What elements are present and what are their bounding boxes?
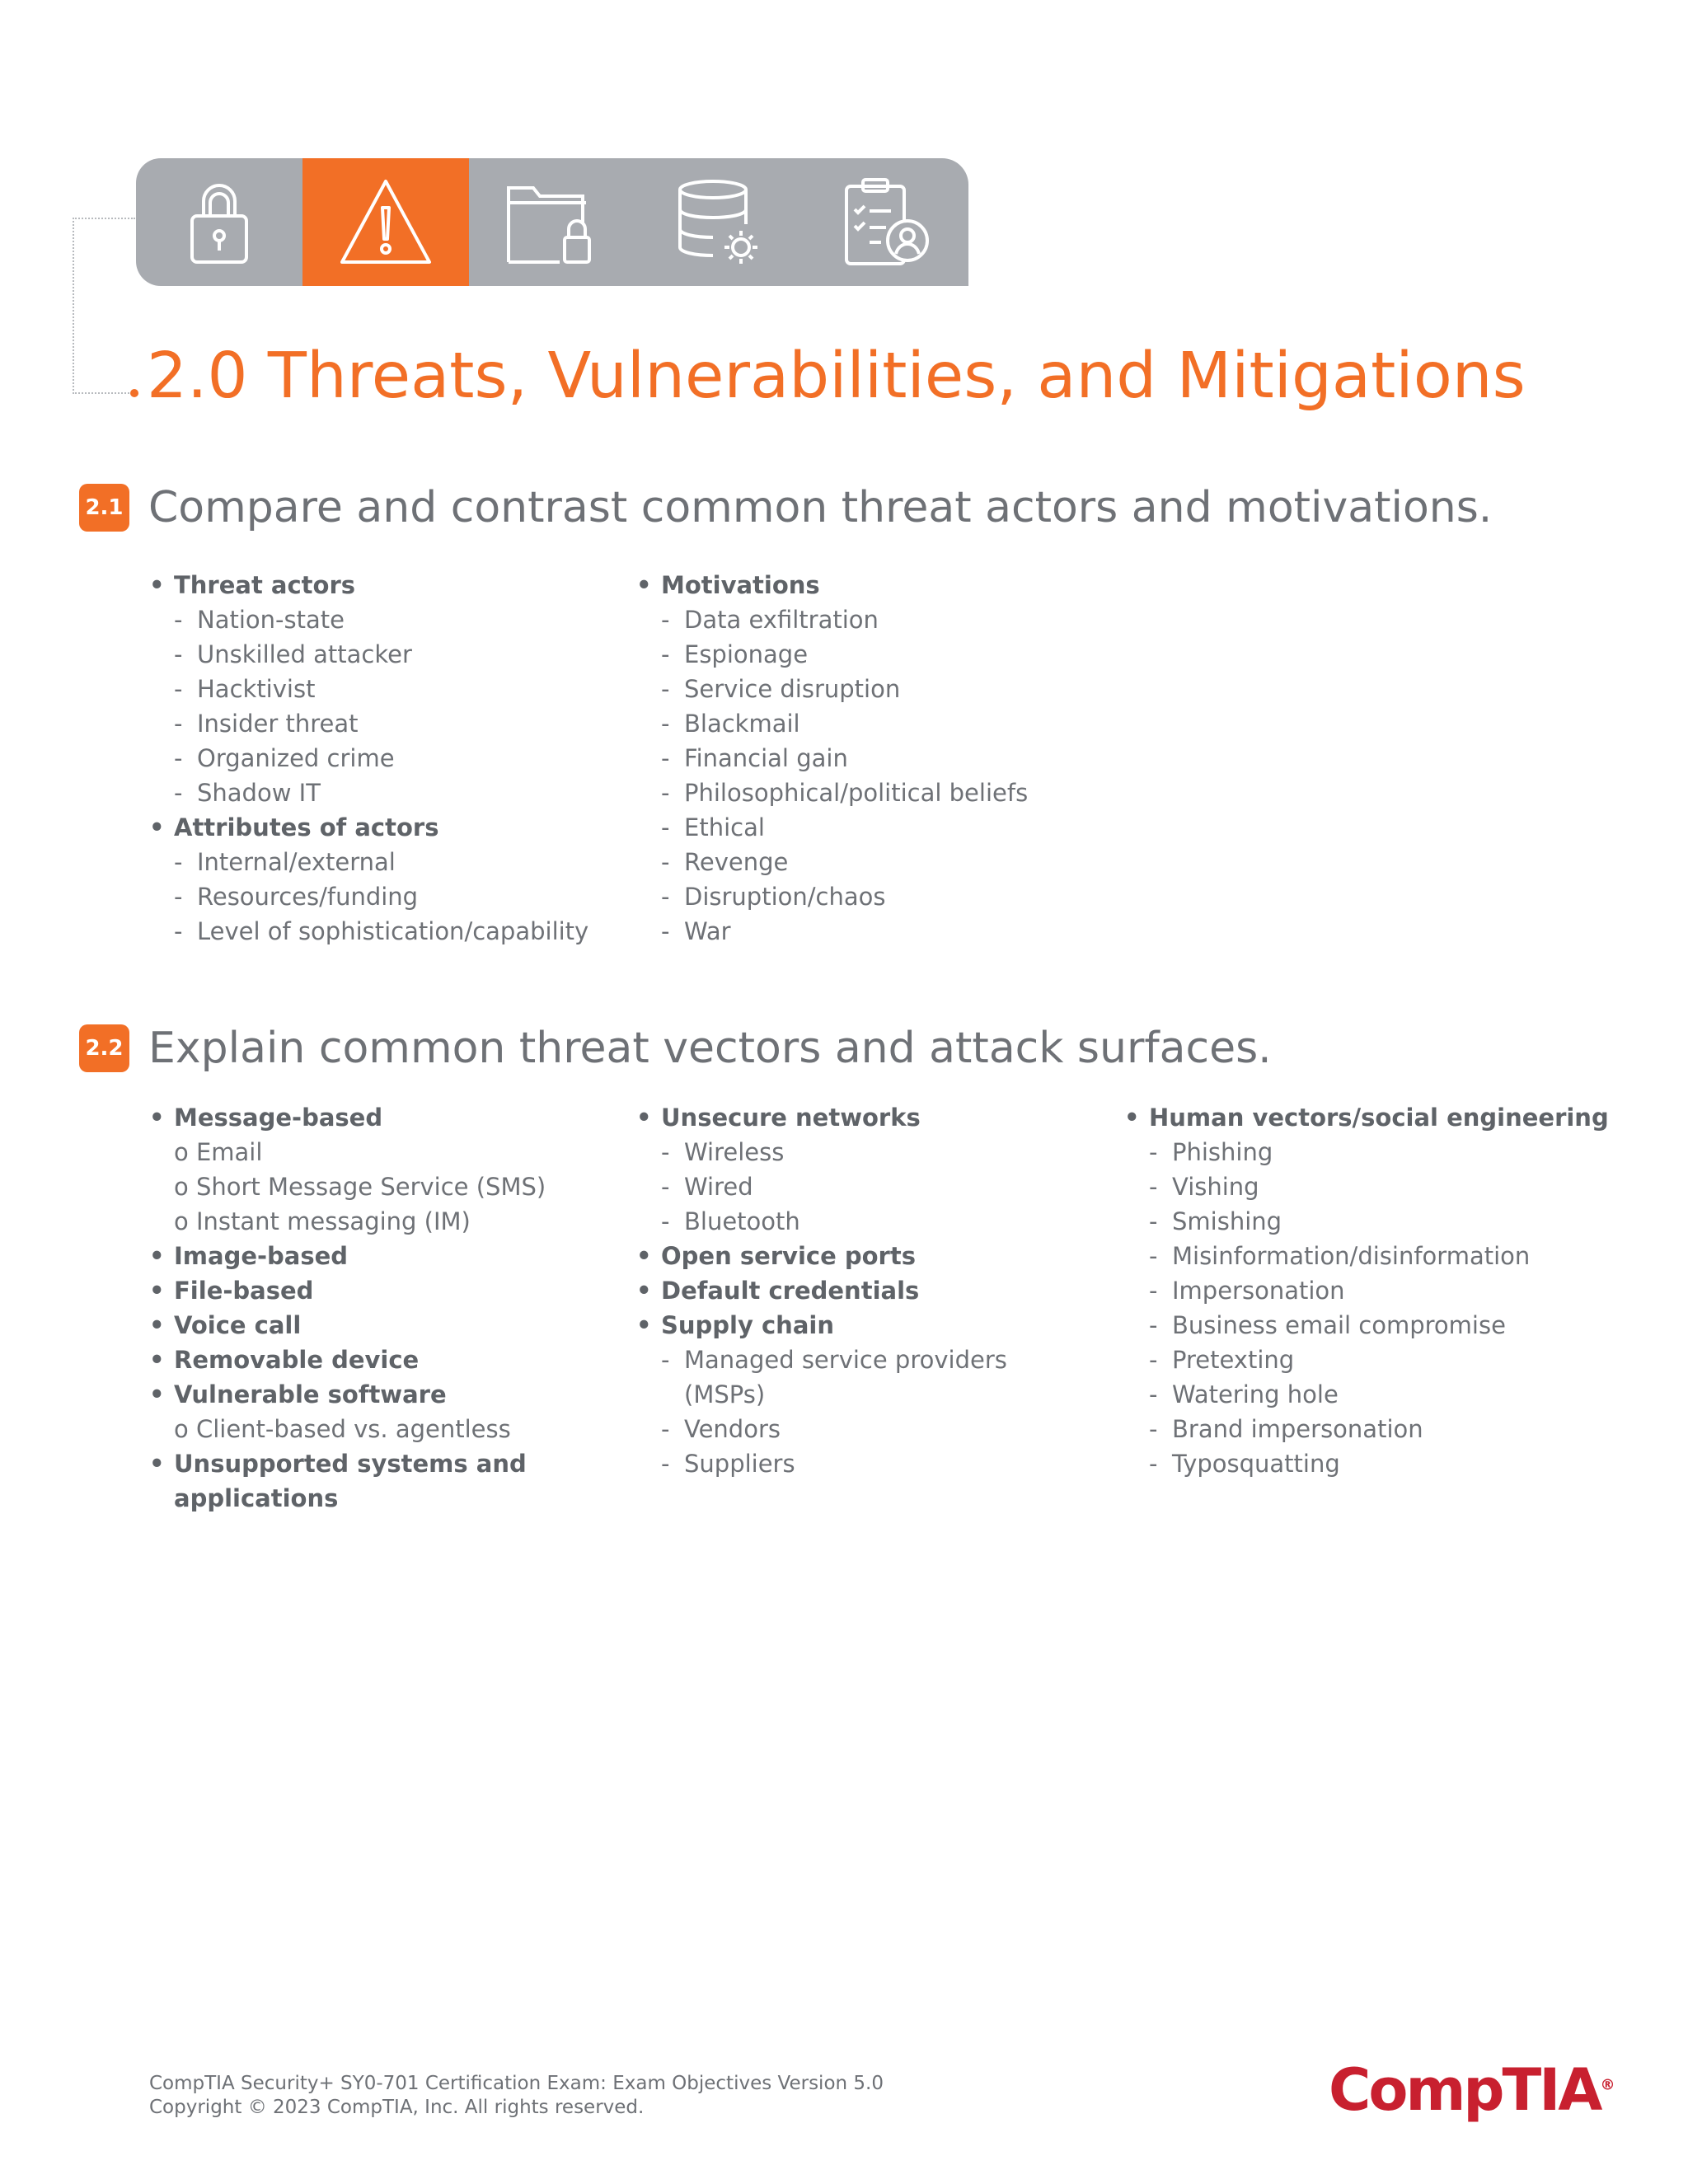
list-heading: • Motivations <box>636 568 1028 602</box>
logo-registered-mark: ® <box>1600 2076 1615 2094</box>
list-item: - Level of sophistication/capability <box>149 914 588 949</box>
section-badge: 2.2 <box>79 1024 129 1072</box>
list-item: - Ethical <box>636 810 1028 845</box>
list-item: - Managed service providers <box>636 1343 1007 1377</box>
list-item: - Suppliers <box>636 1446 1007 1481</box>
footer-copyright: Copyright © 2023 CompTIA, Inc. All rights reserved. <box>149 2097 645 2118</box>
section-title: Explain common threat vectors and attack surfaces. <box>148 1024 1272 1073</box>
comptia-logo <box>1329 2056 1615 2124</box>
list-heading: • Unsupported systems and <box>149 1446 546 1481</box>
list-item: - Bluetooth <box>636 1204 1007 1239</box>
list-heading: • Message-based <box>149 1100 546 1135</box>
list-item: o Short Message Service (SMS) <box>174 1173 546 1201</box>
list-item: - Hacktivist <box>149 672 588 706</box>
list-item: - Disruption/chaos <box>636 879 1028 914</box>
list-item: - Nation-state <box>149 602 588 637</box>
list-heading: • Supply chain <box>636 1308 1007 1343</box>
list-item: - War <box>636 914 1028 949</box>
lock-icon <box>166 173 273 272</box>
list-heading: • Unsecure networks <box>636 1100 1007 1135</box>
list-item: - Misinformation/disinformation <box>1124 1239 1609 1273</box>
list-heading: • File-based <box>149 1273 546 1308</box>
list-heading: applications <box>174 1484 339 1512</box>
database-gear-icon <box>665 173 772 272</box>
list-item: - Organized crime <box>149 741 588 776</box>
list-item: - Blackmail <box>636 706 1028 741</box>
list-item: (MSPs) <box>684 1380 766 1408</box>
list-item: - Typosquatting <box>1124 1446 1609 1481</box>
s21-col1 <box>149 568 588 949</box>
section-2-1-heading <box>79 483 1492 532</box>
list-item: - Shadow IT <box>149 776 588 810</box>
list-item: o Email <box>174 1138 263 1166</box>
tab-warning <box>302 158 469 286</box>
footer <box>149 2072 884 2120</box>
list-item: - Financial gain <box>636 741 1028 776</box>
warning-icon <box>332 173 439 272</box>
logo-text: CompTIA <box>1329 2056 1601 2124</box>
list-item: - Watering hole <box>1124 1377 1609 1412</box>
list-heading: • Removable device <box>149 1343 546 1377</box>
list-item: - Service disruption <box>636 672 1028 706</box>
connector-dot <box>130 389 138 397</box>
list-item: - Internal/external <box>149 845 588 879</box>
tab-clipboard-user <box>802 158 968 286</box>
list-item: - Revenge <box>636 845 1028 879</box>
list-item: - Smishing <box>1124 1204 1609 1239</box>
list-heading: • Image-based <box>149 1239 546 1273</box>
list-item: - Business email compromise <box>1124 1308 1609 1343</box>
list-heading: • Threat actors <box>149 568 588 602</box>
list-item: - Resources/funding <box>149 879 588 914</box>
s22-col3 <box>1124 1100 1609 1481</box>
domain-icon-bar <box>136 158 968 286</box>
clipboard-user-icon <box>832 173 939 272</box>
list-item: o Client-based vs. agentless <box>174 1415 511 1443</box>
section-badge: 2.1 <box>79 484 129 532</box>
section-2-2-heading <box>79 1024 1272 1073</box>
list-item: - Unskilled attacker <box>149 637 588 672</box>
tab-folder-lock <box>469 158 635 286</box>
list-item: - Impersonation <box>1124 1273 1609 1308</box>
list-item: - Vishing <box>1124 1169 1609 1204</box>
s22-col1 <box>149 1100 546 1516</box>
list-item: - Vendors <box>636 1412 1007 1446</box>
page-title: 2.0 Threats, Vulnerabilities, and Mitigations <box>147 340 1526 413</box>
list-item: - Insider threat <box>149 706 588 741</box>
list-heading: • Human vectors/social engineering <box>1124 1100 1609 1135</box>
list-item: - Pretexting <box>1124 1343 1609 1377</box>
list-item: - Brand impersonation <box>1124 1412 1609 1446</box>
list-item: - Phishing <box>1124 1135 1609 1169</box>
section-title: Compare and contrast common threat actors and motivations. <box>148 483 1493 532</box>
list-heading: • Default credentials <box>636 1273 1007 1308</box>
list-heading: • Vulnerable software <box>149 1377 546 1412</box>
s21-col2 <box>636 568 1028 949</box>
tab-lock <box>136 158 302 286</box>
list-heading: • Attributes of actors <box>149 810 588 845</box>
folder-lock-icon <box>499 173 606 272</box>
list-item: - Philosophical/political beliefs <box>636 776 1028 810</box>
list-item: - Wireless <box>636 1135 1007 1169</box>
list-heading: • Voice call <box>149 1308 546 1343</box>
list-heading: • Open service ports <box>636 1239 1007 1273</box>
list-item: o Instant messaging (IM) <box>174 1207 471 1235</box>
tab-database-gear <box>635 158 802 286</box>
s22-col2 <box>636 1100 1007 1481</box>
list-item: - Data exfiltration <box>636 602 1028 637</box>
dotted-connector <box>73 218 135 394</box>
list-item: - Wired <box>636 1169 1007 1204</box>
footer-exam-line: CompTIA Security+ SY0-701 Certification Exam: Exam Objectives Version 5.0 <box>149 2073 884 2094</box>
list-item: - Espionage <box>636 637 1028 672</box>
